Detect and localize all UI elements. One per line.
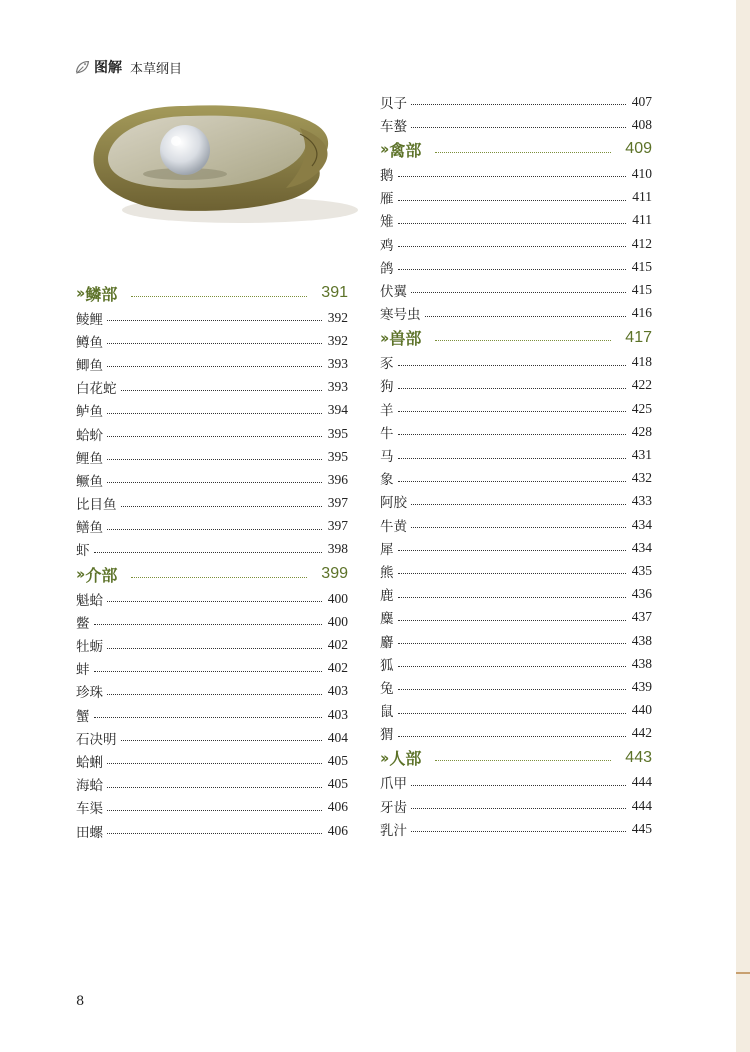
toc-entry <box>76 445 348 468</box>
dot-leader <box>398 388 627 389</box>
toc-entry <box>76 376 348 399</box>
dot-leader <box>398 176 627 177</box>
entry-page-number: 395 <box>327 448 348 464</box>
section-chevron-icon: ›› <box>380 328 387 347</box>
dot-leader <box>94 717 323 718</box>
entry-name: 伏翼 <box>380 283 407 300</box>
dot-leader <box>107 648 322 649</box>
header-subtitle: 本草纲目 <box>130 61 183 77</box>
toc-entry <box>76 538 348 561</box>
entry-page-number: 403 <box>327 706 348 722</box>
section-title: 人部 <box>389 749 422 769</box>
dot-leader <box>398 269 627 270</box>
dot-leader <box>107 601 322 602</box>
dot-leader <box>411 831 626 832</box>
entry-page-number: 418 <box>631 354 652 370</box>
entry-name: 鲤鱼 <box>76 450 103 467</box>
toc-entry <box>76 819 348 842</box>
entry-page-number: 425 <box>631 400 652 416</box>
entry-name: 鳝鱼 <box>76 520 103 537</box>
toc-entry <box>380 652 652 675</box>
dot-leader <box>131 577 307 578</box>
dot-leader <box>107 436 322 437</box>
toc-section-heading <box>380 745 652 771</box>
toc-entry <box>76 749 348 772</box>
dot-leader <box>435 760 611 761</box>
toc-entry <box>380 699 652 722</box>
entry-name: 鸽 <box>380 260 394 277</box>
toc-entry <box>380 722 652 745</box>
entry-page-number: 397 <box>327 518 348 534</box>
section-page-number: 399 <box>321 565 348 583</box>
toc-entry <box>380 794 652 817</box>
section-title: 鳞部 <box>85 284 118 304</box>
entry-name: 雉 <box>380 214 394 231</box>
entry-page-number: 442 <box>631 725 652 741</box>
entry-name: 鲫鱼 <box>76 357 103 374</box>
entry-page-number: 416 <box>631 305 652 321</box>
entry-name: 鲈鱼 <box>76 404 103 421</box>
entry-name: 阿胶 <box>380 495 407 512</box>
dot-leader <box>411 785 626 786</box>
entry-name: 狐 <box>380 657 394 674</box>
entry-page-number: 444 <box>631 797 652 813</box>
entry-page-number: 433 <box>631 493 652 509</box>
entry-name: 车渠 <box>76 801 103 818</box>
toc-right-column <box>380 90 652 840</box>
dot-leader <box>94 671 323 672</box>
entry-page-number: 439 <box>631 678 652 694</box>
edge-tick <box>736 972 750 974</box>
toc-entry <box>380 351 652 374</box>
section-page-number: 443 <box>625 748 652 766</box>
dot-leader <box>121 506 323 507</box>
entry-page-number: 393 <box>327 379 348 395</box>
toc-entry <box>380 420 652 443</box>
entry-name: 蚌 <box>76 662 90 679</box>
toc-entry <box>380 255 652 278</box>
entry-name: 鳖 <box>76 615 90 632</box>
toc-entry <box>76 399 348 422</box>
section-page-number: 409 <box>625 140 652 158</box>
dot-leader <box>398 411 627 412</box>
dot-leader <box>398 200 627 201</box>
dot-leader <box>398 736 627 737</box>
entry-name: 狗 <box>380 379 394 396</box>
entry-page-number: 394 <box>327 402 348 418</box>
page-edge-band <box>736 0 750 1052</box>
dot-leader <box>398 434 627 435</box>
section-chevron-icon: ›› <box>380 140 387 159</box>
toc-entry <box>76 680 348 703</box>
entry-name: 鸡 <box>380 237 394 254</box>
dot-leader <box>398 620 627 621</box>
entry-name: 牙齿 <box>380 799 407 816</box>
toc-entry <box>380 583 652 606</box>
entry-page-number: 431 <box>631 447 652 463</box>
toc-entry <box>76 515 348 538</box>
toc-section-heading <box>380 136 652 162</box>
entry-name: 犀 <box>380 541 394 558</box>
dot-leader <box>107 787 322 788</box>
entry-name: 麝 <box>380 634 394 651</box>
toc-entry <box>380 606 652 629</box>
entry-page-number: 396 <box>327 471 348 487</box>
toc-entry <box>76 492 348 515</box>
entry-name: 车螯 <box>380 118 407 135</box>
entry-page-number: 440 <box>631 702 652 718</box>
section-chevron-icon: ›› <box>380 748 387 767</box>
dot-leader <box>94 624 323 625</box>
entry-page-number: 402 <box>327 637 348 653</box>
toc-entry <box>76 773 348 796</box>
entry-page-number: 406 <box>327 822 348 838</box>
entry-page-number: 400 <box>327 590 348 606</box>
dot-leader <box>398 689 627 690</box>
entry-page-number: 415 <box>631 281 652 297</box>
entry-page-number: 411 <box>632 189 652 205</box>
entry-page-number: 400 <box>327 613 348 629</box>
entry-page-number: 434 <box>631 516 652 532</box>
entry-name: 鳜鱼 <box>76 473 103 490</box>
toc-entry <box>380 513 652 536</box>
entry-page-number: 438 <box>631 632 652 648</box>
entry-name: 鼠 <box>380 704 394 721</box>
toc-left-column <box>76 280 348 842</box>
toc-entry <box>76 703 348 726</box>
dot-leader <box>107 459 322 460</box>
toc-entry <box>380 536 652 559</box>
entry-page-number: 408 <box>631 116 652 132</box>
dot-leader <box>107 366 322 367</box>
dot-leader <box>107 320 322 321</box>
dot-leader <box>121 740 323 741</box>
dot-leader <box>398 223 627 224</box>
entry-page-number: 432 <box>631 470 652 486</box>
dot-leader <box>107 763 322 764</box>
toc-entry <box>380 817 652 840</box>
entry-name: 田螺 <box>76 824 103 841</box>
toc-entry <box>76 352 348 375</box>
dot-leader <box>398 481 627 482</box>
entry-name: 石决明 <box>76 731 117 748</box>
toc-entry <box>380 490 652 513</box>
entry-name: 牛 <box>380 425 394 442</box>
entry-page-number: 435 <box>631 562 652 578</box>
entry-page-number: 410 <box>631 165 652 181</box>
toc-entry <box>380 559 652 582</box>
dot-leader <box>411 104 626 105</box>
toc-entry <box>380 374 652 397</box>
entry-page-number: 412 <box>631 235 652 251</box>
leaf-logo-icon <box>74 59 91 76</box>
entry-name: 寒号虫 <box>380 307 421 324</box>
entry-page-number: 437 <box>631 609 652 625</box>
entry-page-number: 395 <box>327 425 348 441</box>
section-page-number: 391 <box>321 284 348 301</box>
section-chevron-icon: ›› <box>76 565 83 584</box>
entry-page-number: 393 <box>327 355 348 371</box>
entry-name: 魁蛤 <box>76 592 103 609</box>
entry-name: 象 <box>380 472 394 489</box>
toc-entry <box>380 186 652 209</box>
toc-entry <box>380 162 652 185</box>
toc-entry <box>76 306 348 329</box>
entry-name: 麋 <box>380 611 394 628</box>
toc-entry <box>380 443 652 466</box>
dot-leader <box>398 666 627 667</box>
section-title: 介部 <box>85 565 118 585</box>
dot-leader <box>398 597 627 598</box>
section-chevron-icon: ›› <box>76 284 83 302</box>
toc-entry <box>380 232 652 255</box>
entry-name: 蛤蚧 <box>76 427 103 444</box>
entry-name: 猬 <box>380 727 394 744</box>
entry-page-number: 402 <box>327 660 348 676</box>
dot-leader <box>435 340 611 341</box>
section-page-number: 417 <box>625 328 652 346</box>
entry-name: 马 <box>380 449 394 466</box>
toc-entry <box>380 113 652 136</box>
section-title: 禽部 <box>389 140 422 160</box>
toc-entry <box>76 610 348 633</box>
toc-entry <box>76 657 348 680</box>
dot-leader <box>107 833 322 834</box>
entry-name: 海蛤 <box>76 778 103 795</box>
entry-page-number: 445 <box>631 820 652 836</box>
dot-leader <box>398 643 627 644</box>
toc-entry <box>76 587 348 610</box>
dot-leader <box>94 552 323 553</box>
running-header <box>74 56 182 78</box>
toc-entry <box>380 90 652 113</box>
toc-entry <box>380 629 652 652</box>
dot-leader <box>411 808 626 809</box>
toc-entry <box>76 468 348 491</box>
dot-leader <box>398 573 627 574</box>
toc-entry <box>380 675 652 698</box>
toc-entry <box>76 633 348 656</box>
entry-name: 豕 <box>380 356 394 373</box>
dot-leader <box>398 550 627 551</box>
entry-page-number: 405 <box>327 776 348 792</box>
toc-entry <box>380 302 652 325</box>
dot-leader <box>107 343 322 344</box>
entry-name: 贝子 <box>380 95 407 112</box>
dot-leader <box>398 458 627 459</box>
entry-name: 雁 <box>380 191 394 208</box>
entry-name: 白花蛇 <box>76 381 117 398</box>
toc-entry <box>380 209 652 232</box>
toc-section-heading <box>76 280 348 306</box>
entry-page-number: 422 <box>631 377 652 393</box>
toc-entry <box>76 329 348 352</box>
entry-name: 蛤蜊 <box>76 754 103 771</box>
entry-name: 牛黄 <box>380 518 407 535</box>
entry-page-number: 415 <box>631 258 652 274</box>
dot-leader <box>411 504 626 505</box>
entry-name: 熊 <box>380 564 394 581</box>
entry-name: 乳汁 <box>380 822 407 839</box>
entry-page-number: 403 <box>327 683 348 699</box>
dot-leader <box>131 296 307 297</box>
entry-name: 爪甲 <box>380 776 407 793</box>
entry-page-number: 428 <box>631 423 652 439</box>
entry-name: 鹿 <box>380 588 394 605</box>
entry-name: 比目鱼 <box>76 497 117 514</box>
entry-name: 羊 <box>380 402 394 419</box>
toc-entry <box>76 726 348 749</box>
page-number: 8 <box>76 994 85 1009</box>
entry-page-number: 434 <box>631 539 652 555</box>
entry-page-number: 438 <box>631 655 652 671</box>
dot-leader <box>107 694 322 695</box>
entry-page-number: 436 <box>631 586 652 602</box>
toc-entry <box>76 796 348 819</box>
dot-leader <box>411 127 626 128</box>
entry-name: 鹅 <box>380 167 394 184</box>
entry-name: 鲮鲤 <box>76 311 103 328</box>
dot-leader <box>107 482 322 483</box>
entry-page-number: 398 <box>327 541 348 557</box>
entry-page-number: 404 <box>327 729 348 745</box>
toc-entry <box>380 278 652 301</box>
toc-entry <box>380 771 652 794</box>
entry-page-number: 405 <box>327 752 348 768</box>
dot-leader <box>121 390 323 391</box>
entry-page-number: 392 <box>327 309 348 325</box>
entry-page-number: 406 <box>327 799 348 815</box>
entry-page-number: 411 <box>632 212 652 228</box>
dot-leader <box>411 292 626 293</box>
entry-name: 虾 <box>76 543 90 560</box>
entry-name: 珍珠 <box>76 685 103 702</box>
dot-leader <box>398 365 627 366</box>
entry-page-number: 444 <box>631 774 652 790</box>
header-title: 图解 <box>94 60 122 76</box>
toc-entry <box>380 397 652 420</box>
toc-entry <box>76 422 348 445</box>
entry-name: 鳟鱼 <box>76 334 103 351</box>
entry-page-number: 397 <box>327 495 348 511</box>
entry-page-number: 407 <box>631 93 652 109</box>
toc-section-heading <box>380 325 652 351</box>
dot-leader <box>425 316 627 317</box>
dot-leader <box>398 246 627 247</box>
toc-entry <box>380 467 652 490</box>
entry-name: 兔 <box>380 680 394 697</box>
oyster-pearl-illustration <box>90 98 358 228</box>
dot-leader <box>107 413 322 414</box>
entry-name: 蟹 <box>76 708 90 725</box>
dot-leader <box>107 810 322 811</box>
dot-leader <box>107 529 322 530</box>
toc-section-heading <box>76 561 348 587</box>
dot-leader <box>398 713 627 714</box>
dot-leader <box>435 152 611 153</box>
entry-page-number: 392 <box>327 332 348 348</box>
section-title: 兽部 <box>389 329 422 349</box>
entry-name: 牡蛎 <box>76 639 103 656</box>
dot-leader <box>411 527 626 528</box>
